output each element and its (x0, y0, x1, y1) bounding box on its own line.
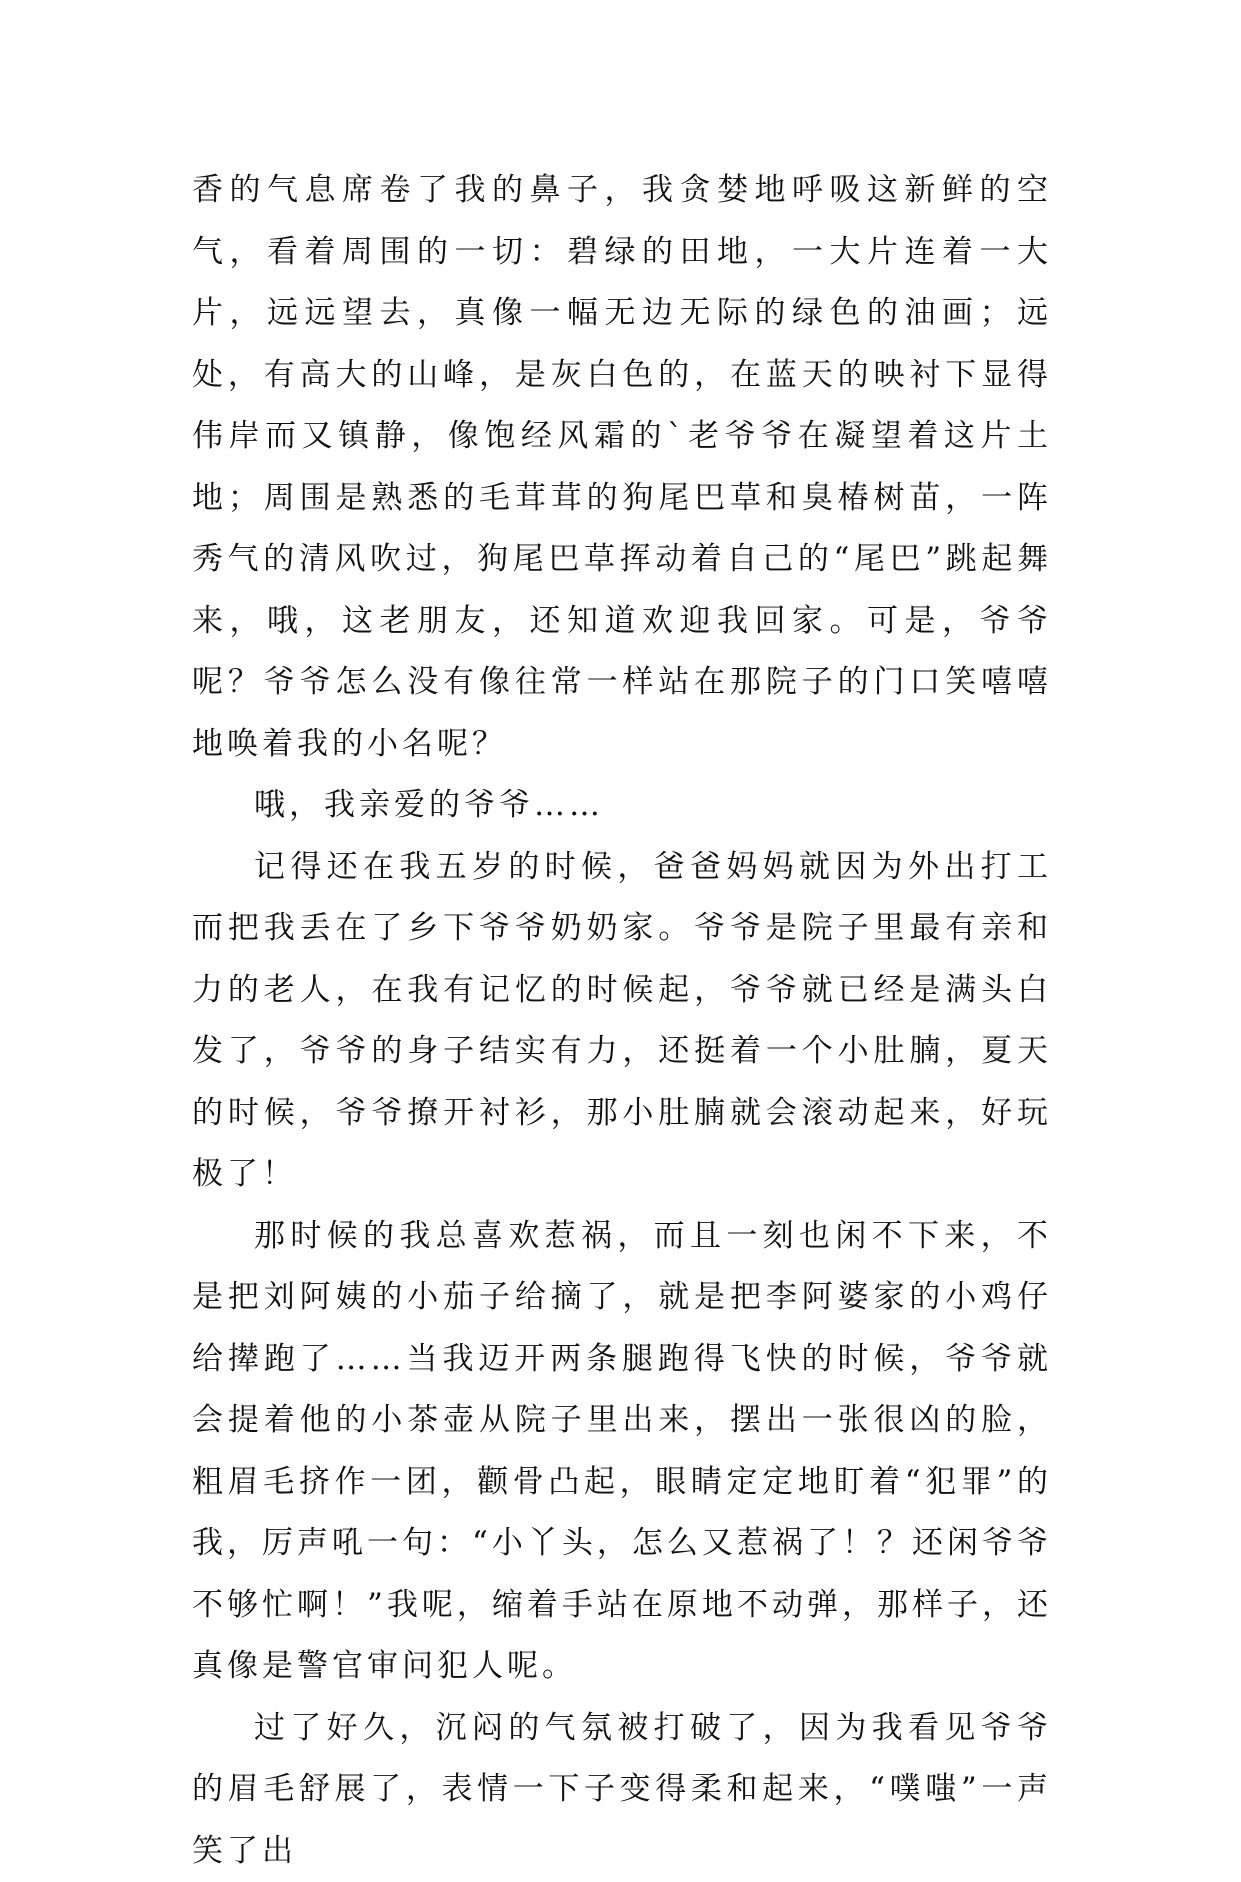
paragraph-3: 记得还在我五岁的时候，爸爸妈妈就因为外出打工而把我丢在了乡下爷爷奶奶家。爷爷是院子里最有亲和力的老人，在我有记忆的时候起，爷爷就已经是满头白发了，爷爷的身子结实有力，还挺着一个小肚腩，夏天的时候，爷爷撩开衬衫，那小肚腩就会滚动起来，好玩极了！ (192, 837, 1052, 1206)
paragraph-2: 哦，我亲爱的爷爷…… (192, 775, 1052, 837)
paragraph-4: 那时候的我总喜欢惹祸，而且一刻也闲不下来，不是把刘阿姨的小茄子给摘了，就是把李阿婆家的小鸡仔给撵跑了……当我迈开两条腿跑得飞快的时候，爷爷就会提着他的小茶壶从院子里出来，摆出一张很凶的脸，粗眉毛挤作一团，颧骨凸起，眼睛定定地盯着“犯罪”的我，厉声吼一句：“小丫头，怎么又惹祸了！？还闲爷爷不够忙啊！”我呢，缩着手站在原地不动弹，那样子，还真像是警官审问犯人呢。 (192, 1206, 1052, 1698)
essay-body (192, 160, 1052, 1882)
paragraph-5: 过了好久，沉闷的气氛被打破了，因为我看见爷爷的眉毛舒展了，表情一下子变得柔和起来，“噗嗤”一声笑了出 (192, 1698, 1052, 1882)
paragraph-1: 香的气息席卷了我的鼻子，我贪婪地呼吸这新鲜的空气，看着周围的一切：碧绿的田地，一大片连着一大片，远远望去，真像一幅无边无际的绿色的油画；远处，有高大的山峰，是灰白色的，在蓝天的映衬下显得伟岸而又镇静，像饱经风霜的`老爷爷在凝望着这片土地；周围是熟悉的毛茸茸的狗尾巴草和臭椿树苗，一阵秀气的清风吹过，狗尾巴草挥动着自己的“尾巴”跳起舞来，哦，这老朋友，还知道欢迎我回家。可是，爷爷呢？爷爷怎么没有像往常一样站在那院子的门口笑嘻嘻地唤着我的小名呢？ (192, 160, 1052, 775)
